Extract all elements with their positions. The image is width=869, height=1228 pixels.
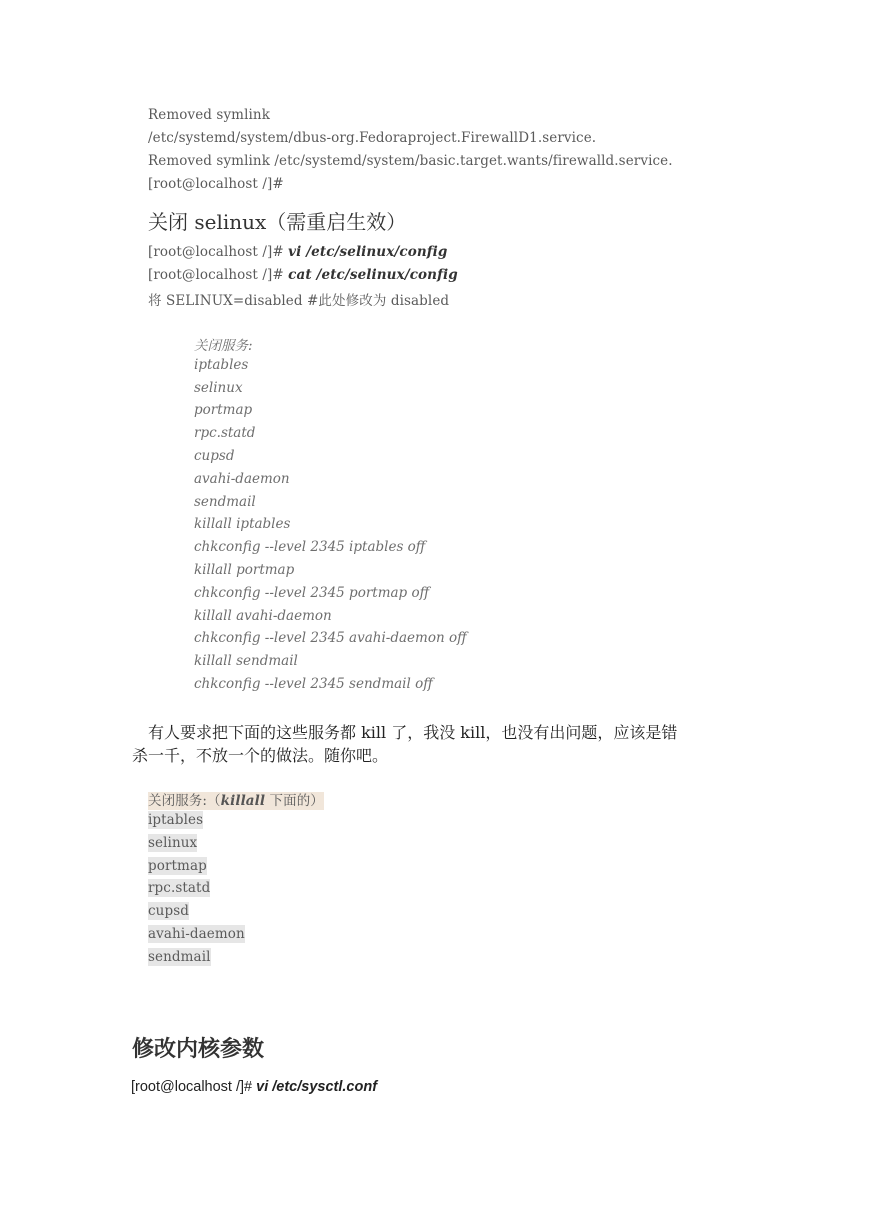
selinux-note: 将 SELINUX=disabled #此处修改为 disabled: [148, 293, 450, 309]
output-line: /etc/systemd/system/dbus-org.Fedoraproject.FirewallD1.service.: [148, 130, 597, 146]
service-line: [148, 835, 197, 851]
command-line: [148, 244, 447, 260]
service-line: [148, 926, 245, 942]
service-line: chkconfig --level 2345 sendmail off: [194, 676, 433, 692]
service-line: rpc.statd: [194, 425, 256, 442]
service-line: killall portmap: [194, 562, 295, 578]
service-line: 关闭服务:: [194, 338, 253, 354]
close-command: killall: [220, 793, 266, 809]
output-line: Removed symlink /etc/systemd/system/basic.target.wants/firewalld.service.: [148, 153, 673, 169]
service-line: [148, 949, 211, 965]
service-line: chkconfig --level 2345 avahi-daemon off: [194, 630, 467, 647]
service-line: killall avahi-daemon: [194, 607, 332, 624]
paragraph-line: 有人要求把下面的这些服务都 kill 了，我没 kill，也没有出问题，应该是错: [148, 723, 678, 742]
service-line: [148, 880, 210, 896]
service-line: [148, 858, 207, 874]
close-prefix: 关闭服务:（: [148, 793, 221, 809]
close-services-highlight: [148, 792, 324, 810]
service-line: avahi-daemon: [194, 470, 290, 487]
service-name: selinux: [148, 834, 198, 851]
service-line: cupsd: [194, 448, 235, 464]
output-line: Removed symlink: [148, 107, 270, 123]
service-name: cupsd: [148, 903, 189, 920]
shell-prompt: [root@localhost /]#: [131, 1079, 257, 1095]
section-heading-kernel: 修改内核参数: [132, 1037, 265, 1062]
section-heading-selinux: 关闭 selinux（需重启生效）: [148, 210, 407, 234]
command-text: cat /etc/selinux/config: [288, 267, 458, 283]
command-line: [148, 267, 458, 283]
command-text: vi /etc/selinux/config: [288, 244, 448, 260]
service-name: avahi-daemon: [148, 926, 245, 942]
service-line: chkconfig --level 2345 portmap off: [194, 584, 430, 601]
output-line: [root@localhost /]#: [148, 176, 284, 192]
service-line: sendmail: [194, 493, 256, 510]
service-name: portmap: [148, 857, 207, 874]
command-text: vi /etc/sysctl.conf: [256, 1079, 378, 1095]
shell-prompt: [root@localhost /]#: [148, 267, 289, 283]
service-name: iptables: [148, 812, 204, 828]
paragraph-line: 杀一千，不放一个的做法。随你吧。: [132, 746, 389, 765]
service-line: [148, 903, 189, 919]
shell-prompt: [root@localhost /]#: [148, 244, 289, 260]
service-line: iptables: [194, 356, 249, 373]
service-line: chkconfig --level 2345 iptables off: [194, 539, 426, 556]
service-name: sendmail: [148, 948, 211, 965]
service-line: killall sendmail: [194, 653, 298, 670]
service-line: [148, 812, 203, 828]
service-line: selinux: [194, 379, 243, 396]
command-line: [131, 1079, 377, 1095]
close-suffix: 下面的）: [265, 793, 324, 809]
service-name: rpc.statd: [148, 880, 211, 897]
service-line: portmap: [194, 402, 253, 419]
service-line: killall iptables: [194, 516, 291, 533]
close-services-label: [148, 789, 324, 809]
